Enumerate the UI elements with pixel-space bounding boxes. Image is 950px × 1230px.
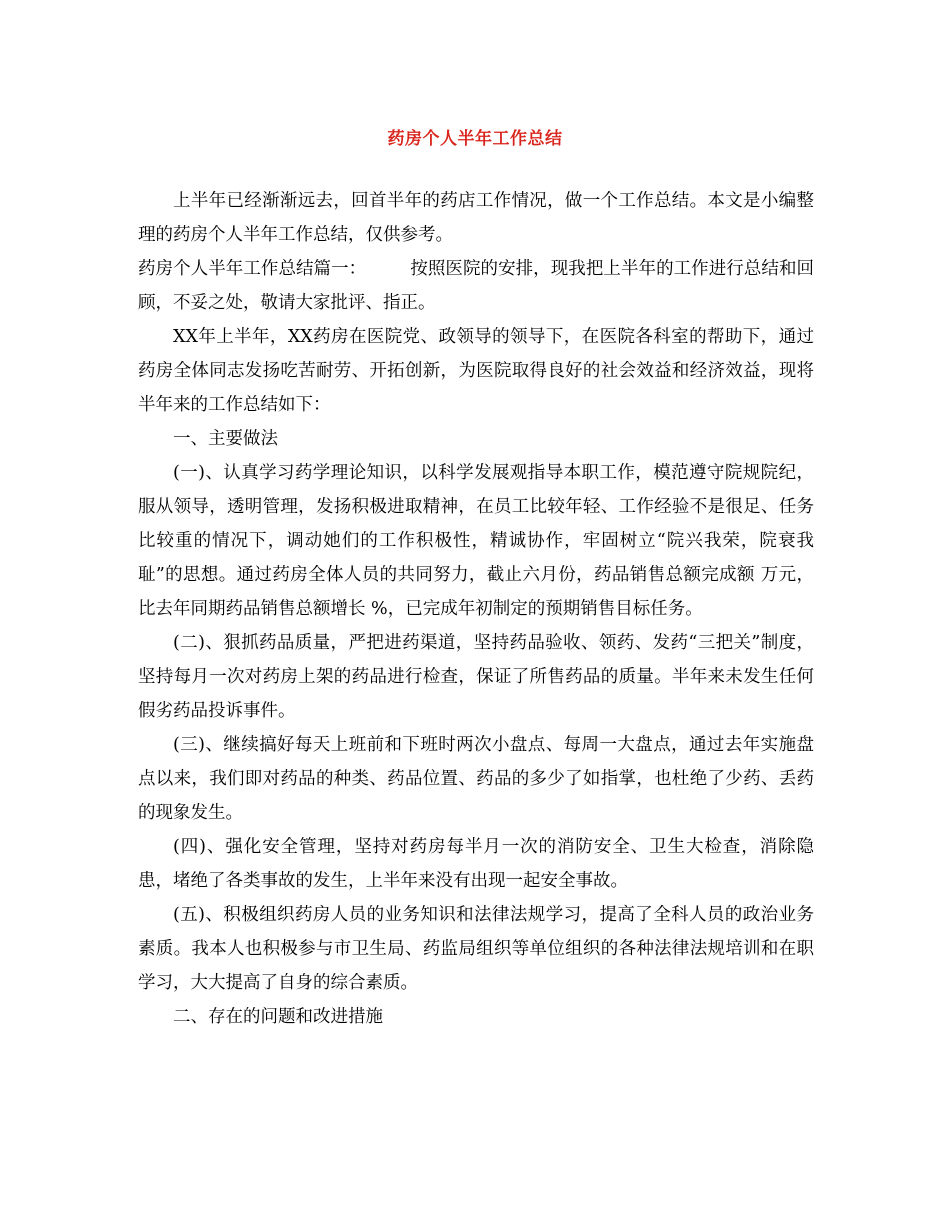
paragraph-item-5: (五)、积极组织药房人员的业务知识和法律法规学习，提高了全科人员的政治业务素质。我本人也积极参与市卫生局、药监局组织等单位组织的各种法律法规培训和在职学习，大大提高了自身的综合素质。 [138, 905, 814, 993]
section-lead-text: 按照医院的安排，现我把上半年的工作进行总结和回顾，不妥之处，敬请大家批评、指正。 [138, 259, 815, 313]
paragraph-item-3: (三)、继续搞好每天上班前和下班时两次小盘点、每周一大盘点，通过去年实施盘点以来，我们即对药品的种类、药品位置、药品的多少了如指掌，也杜绝了少药、丢药的现象发生。 [138, 735, 814, 823]
paragraph-item-4: (四)、强化安全管理，坚持对药房每半月一次的消防安全、卫生大检查，消除隐患，堵绝了各类事故的发生，上半年来没有出现一起安全事故。 [138, 837, 814, 891]
paragraph-intro: 上半年已经渐渐远去，回首半年的药店工作情况，做一个工作总结。本文是小编整理的药房个人半年工作总结，仅供参考。 [138, 191, 814, 245]
paragraph-item-2: (二)、狠抓药品质量，严把进药渠道，坚持药品验收、领药、发药“三把关”制度，坚持每月一次对药房上架的药品进行检查，保证了所售药品的质量。半年来未发生任何假劣药品投诉事件。 [138, 633, 814, 721]
document-title: 药房个人半年工作总结 [387, 129, 563, 149]
paragraph-overview: XX年上半年，XX药房在医院党、政领导的领导下，在医院各科室的帮助下，通过药房全体同志发扬吃苦耐劳、开拓创新，为医院取得良好的社会效益和经济效益，现将半年来的工作总结如下： [138, 327, 814, 415]
section-lead-label: 药房个人半年工作总结篇一： [138, 259, 367, 279]
paragraph-section-lead [138, 252, 814, 320]
document-body [138, 184, 814, 1034]
heading-problems: 二、存在的问题和改进措施 [173, 1007, 383, 1027]
paragraph-item-1: (一)、认真学习药学理论知识，以科学发展观指导本职工作，模范遵守院规院纪，服从领导，透明管理，发扬积极进取精神，在员工比较年轻、工作经验不是很足、任务比较重的情况下，调动她们的工作积极性，精诚协作，牢固树立“院兴我荣，院衰我耻”的思想。通过药房全体人员的共同努力，截止六月份，药品销售总额完成额 万元，比去年同期药品销售总额增长 %，已完成年初制定的预期销售目标任务。 [138, 463, 814, 619]
heading-main-practices: 一、主要做法 [173, 429, 278, 449]
